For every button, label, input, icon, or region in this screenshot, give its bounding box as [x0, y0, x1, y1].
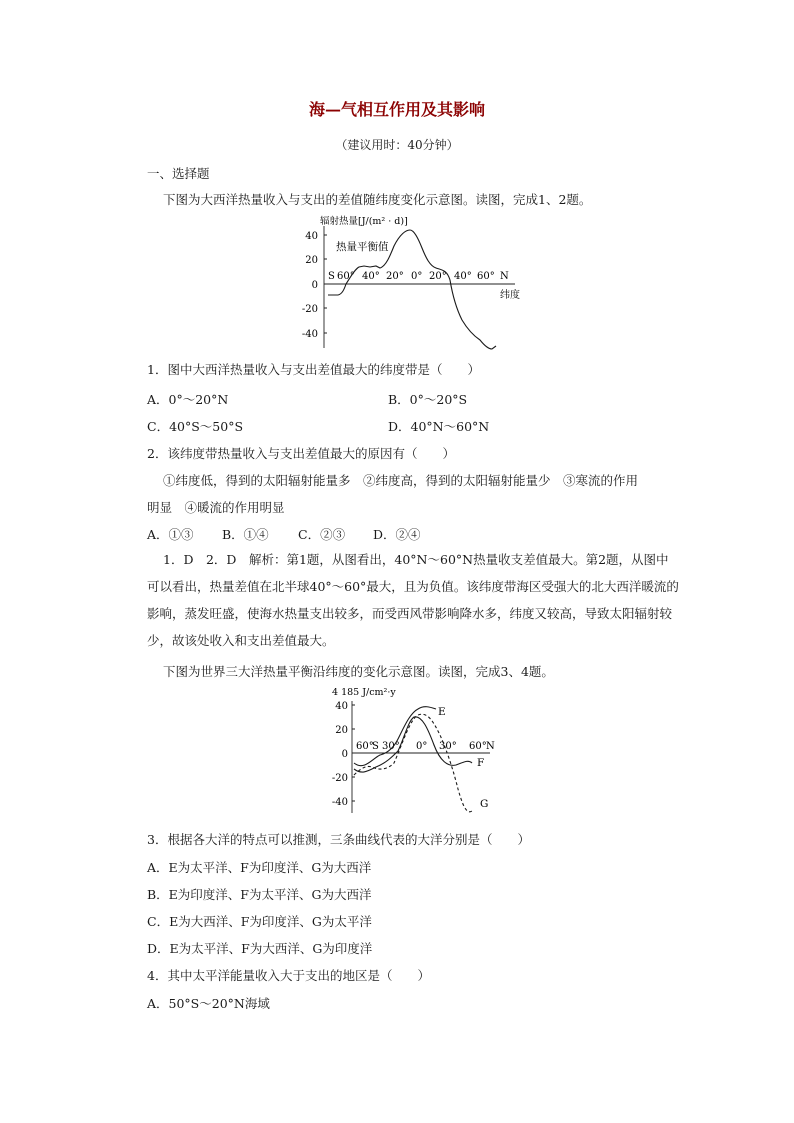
chart2-xtick-0: 0° — [416, 741, 428, 752]
three-oceans-heat-balance-chart — [320, 683, 520, 818]
chart2-xtick-60S: 60° — [356, 741, 374, 752]
q2-factors-line2: 明显 ④暖流的作用明显 — [147, 500, 285, 515]
chart2-ylabel: 4 185 J/cm²·y — [332, 687, 396, 698]
chart1-xtick-40S: 40° — [362, 271, 380, 282]
q4-stem: 4．其中太平洋能量收入大于支出的地区是（ ） — [147, 968, 430, 983]
chart2-xtick-30S: 30° — [382, 741, 400, 752]
section-heading: 一、选择题 — [147, 166, 210, 181]
time-hint: （建议用时：40分钟） — [335, 138, 459, 152]
q4-option-a[interactable]: A．50°S～20°N海域 — [147, 996, 270, 1011]
chart2-ytick-0: 0 — [341, 749, 348, 760]
chart1-ytick-0: 0 — [311, 280, 318, 291]
chart2-xtick-S: S — [372, 741, 379, 752]
chart1-series-label: 热量平衡值 — [336, 241, 389, 253]
curve-e — [354, 707, 436, 766]
curve-g — [354, 714, 472, 812]
chart1-xtick-60S: 60° — [337, 271, 355, 282]
chart2-ytick-m20: -20 — [331, 773, 348, 784]
q2-option-c[interactable]: C．②③ — [298, 527, 346, 542]
chart2-ytick-40: 40 — [335, 701, 348, 712]
q2-option-a[interactable]: A．①③ — [147, 527, 194, 542]
intro-q3-4: 下图为世界三大洋热量平衡沿纬度的变化示意图。读图，完成3、4题。 — [163, 664, 554, 679]
chart1-xtick-20N: 20° — [429, 271, 447, 282]
curve-e-label: E — [438, 706, 446, 718]
q3-option-b[interactable]: B．E为印度洋、F为太平洋、G为大西洋 — [147, 887, 372, 902]
chart1-xlabel: 纬度 — [500, 290, 520, 301]
chart1-xtick-20S: 20° — [386, 271, 404, 282]
intro-q1-2: 下图为大西洋热量收入与支出的差值随纬度变化示意图。读图，完成1、2题。 — [163, 192, 592, 207]
chart2-xtick-N: N — [486, 741, 495, 752]
chart2-ytick-m40: -40 — [331, 797, 348, 808]
curve-g-label: G — [480, 798, 489, 810]
q2-option-d[interactable]: D．②④ — [373, 527, 421, 542]
q1-option-c[interactable]: C．40°S～50°S — [147, 419, 244, 434]
q1-option-a[interactable]: A．0°～20°N — [147, 392, 229, 407]
q2-factors-line1: ①纬度低，得到的太阳辐射能量多 ②纬度高，得到的太阳辐射能量少 ③寒流的作用 — [163, 473, 639, 488]
chart2-xtick-30N: 30° — [439, 741, 457, 752]
q2-stem: 2．该纬度带热量收入与支出差值最大的原因有（ ） — [147, 446, 455, 461]
q1-option-b[interactable]: B．0°～20°S — [388, 392, 468, 407]
answer-text: 1．D 2．D 解析：第1题，从图看出，40°N～60°N热量收支差值最大。第2题，从图中可以看出，热量差值在北半球40°～60°最大，且为负值。该纬度带海区受强大的北大西洋暖流的影响，蒸发旺盛，使海水热量支出较多，而受西风带影响降水多，纬度又较高，导致太阳辐射较少，故该处收入和支出差值最大。 — [147, 552, 679, 648]
atlantic-heat-balance-chart — [290, 208, 540, 353]
q3-stem: 3．根据各大洋的特点可以推测，三条曲线代表的大洋分别是（ ） — [147, 832, 530, 847]
chart1-xtick-S: S — [328, 271, 335, 282]
chart1-xtick-60N: 60° — [477, 271, 495, 282]
chart1-ytick-m40: -40 — [301, 329, 318, 340]
q1-option-d[interactable]: D．40°N～60°N — [388, 419, 490, 434]
chart1-ytick-20: 20 — [305, 255, 318, 266]
chart1-xtick-0: 0° — [411, 271, 423, 282]
chart1-ylabel: 辐射热量[J/(m² · d)] — [320, 216, 408, 227]
curve-f-label: F — [477, 757, 485, 769]
chart2-xtick-60N: 60° — [469, 741, 487, 752]
q3-option-d[interactable]: D．E为太平洋、F为大西洋、G为印度洋 — [147, 941, 373, 956]
chart1-ytick-40: 40 — [305, 231, 318, 242]
q1-stem: 1．图中大西洋热量收入与支出差值最大的纬度带是（ ） — [147, 362, 480, 377]
page-title: 海—气相互作用及其影响 — [308, 100, 485, 119]
chart1-xtick-N: N — [500, 271, 509, 282]
q2-option-b[interactable]: B．①④ — [222, 527, 269, 542]
chart2-ytick-20: 20 — [335, 725, 348, 736]
q3-option-c[interactable]: C．E为大西洋、F为印度洋、G为太平洋 — [147, 914, 372, 929]
answer-explanation — [147, 546, 681, 654]
q3-option-a[interactable]: A．E为太平洋、F为印度洋、G为大西洋 — [147, 860, 372, 875]
chart1-ytick-m20: -20 — [301, 304, 318, 315]
chart1-xtick-40N: 40° — [454, 271, 472, 282]
